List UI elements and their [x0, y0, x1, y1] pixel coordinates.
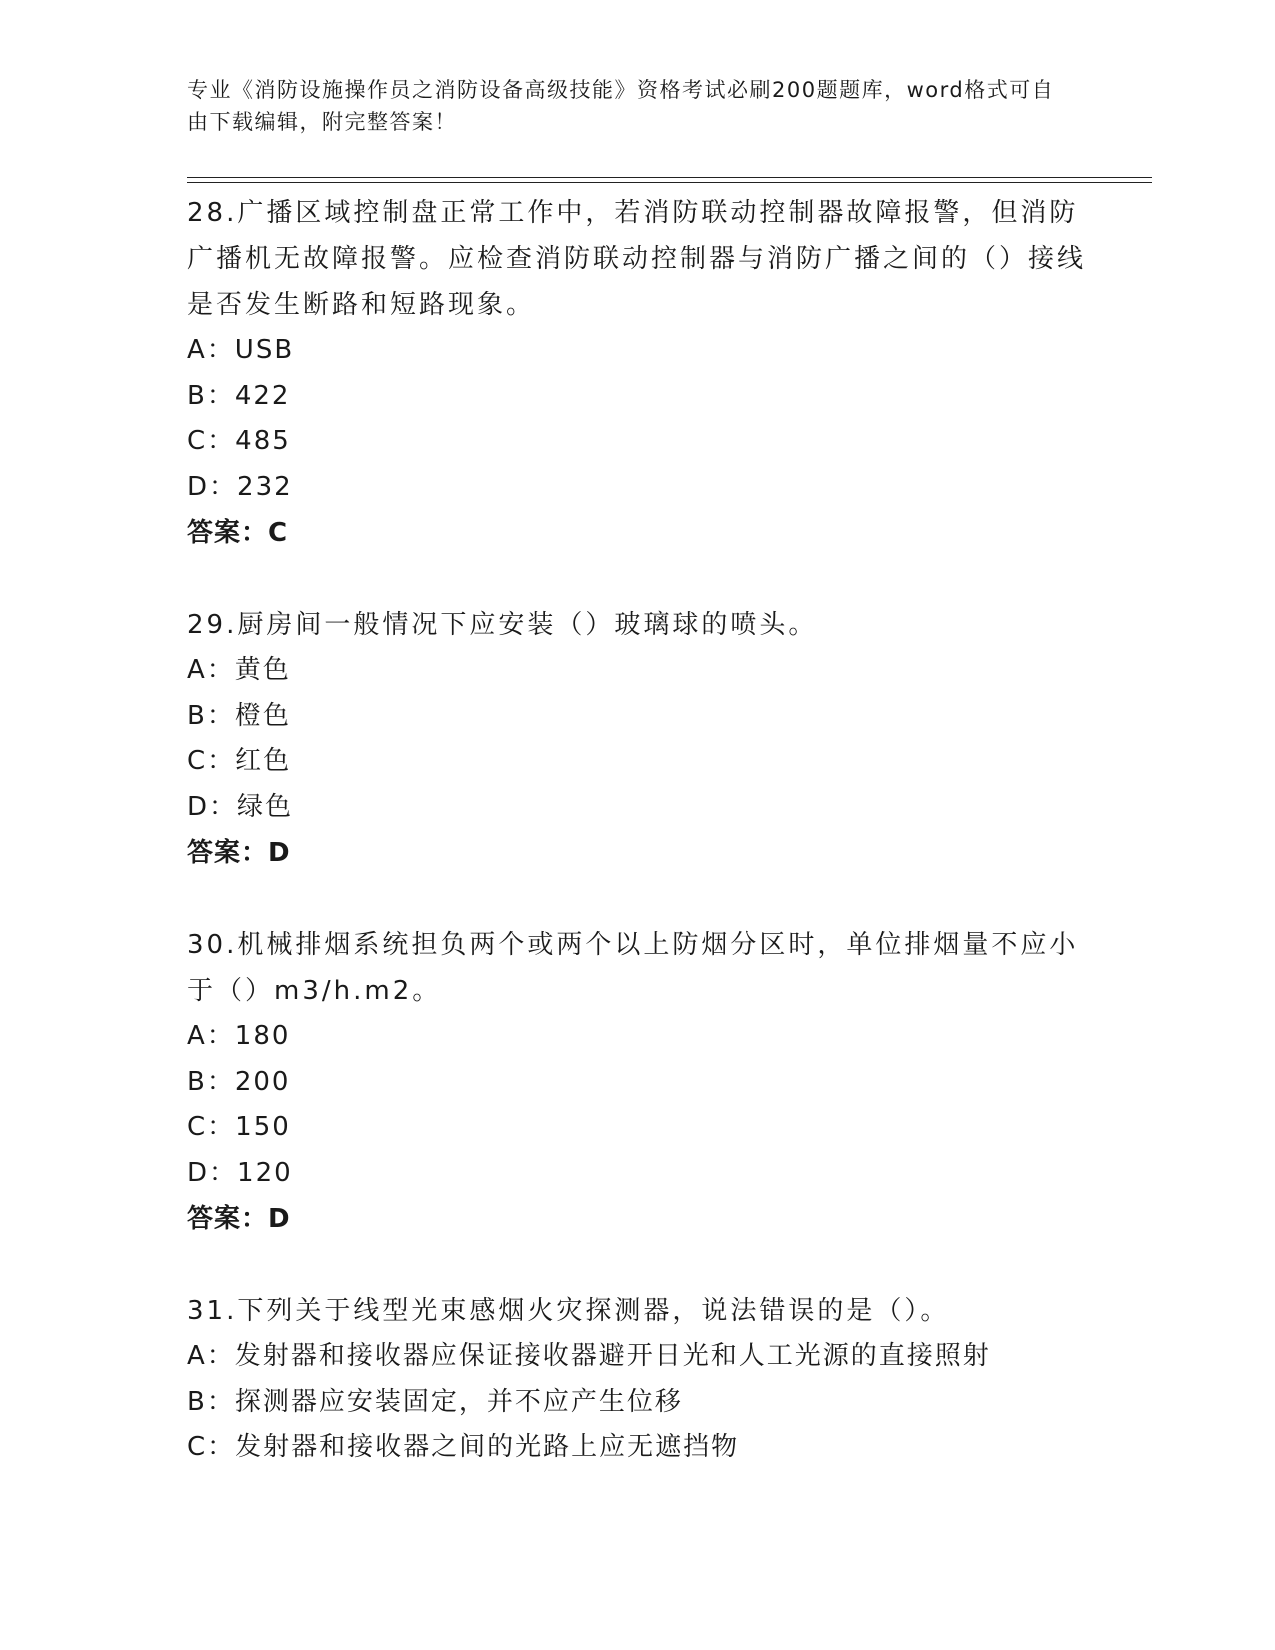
option-key: B：	[187, 700, 235, 731]
question-30	[187, 922, 1087, 1242]
option-a	[187, 648, 1087, 694]
option-key: D：	[187, 1157, 238, 1188]
option-c	[187, 1425, 1087, 1471]
option-b	[187, 694, 1087, 740]
option-key: C：	[187, 1432, 236, 1462]
option-key: D：	[187, 471, 238, 502]
option-text: 黄色	[234, 655, 291, 685]
question-stem: 30.机械排烟系统担负两个或两个以上防烟分区时，单位排烟量不应小于（）m3/h.m2。	[187, 930, 1079, 1006]
option-text: 485	[235, 426, 291, 456]
option-key: B：	[187, 1386, 235, 1417]
option-text: 发射器和接收器之间的光路上应无遮挡物	[235, 1432, 740, 1462]
option-d	[187, 785, 1087, 831]
option-text: 橙色	[234, 700, 291, 731]
header-rule-top	[187, 177, 1152, 178]
option-b	[187, 1060, 1087, 1106]
option-c	[187, 1105, 1087, 1151]
answer-line: 答案：D	[187, 1204, 291, 1234]
option-text: 232	[237, 471, 293, 502]
option-text: 绿色	[237, 791, 294, 822]
question-spacer	[187, 876, 1087, 922]
option-text: 红色	[235, 746, 292, 776]
option-d	[187, 1151, 1087, 1197]
option-a	[187, 1334, 1087, 1380]
option-text: 422	[234, 380, 291, 411]
option-text: 180	[234, 1021, 291, 1051]
option-key: C：	[187, 746, 236, 776]
option-key: A：	[187, 335, 235, 365]
option-b	[187, 1380, 1087, 1426]
option-key: D：	[187, 791, 238, 822]
option-key: C：	[187, 1112, 236, 1142]
question-spacer	[187, 556, 1087, 602]
document-header: 专业《消防设施操作员之消防设备高级技能》资格考试必刷200题题库，word格式可自由下载编辑，附完整答案！	[187, 78, 1055, 134]
answer-line: 答案：D	[187, 838, 291, 868]
question-stem: 31.下列关于线型光束感烟火灾探测器，说法错误的是（）。	[187, 1296, 950, 1326]
option-text: 200	[234, 1066, 291, 1097]
option-text: 150	[235, 1112, 291, 1142]
question-31	[187, 1288, 1087, 1471]
option-text: 发射器和接收器应保证接收器避开日光和人工光源的直接照射	[234, 1341, 991, 1371]
option-key: C：	[187, 426, 236, 456]
option-c	[187, 739, 1087, 785]
option-a	[187, 1014, 1087, 1060]
answer-line: 答案：C	[187, 518, 289, 548]
option-a	[187, 328, 1087, 374]
question-list	[187, 190, 1087, 1471]
question-spacer	[187, 1242, 1087, 1288]
option-d	[187, 465, 1087, 511]
header-rule-bottom	[187, 182, 1152, 183]
question-stem: 29.厨房间一般情况下应安装（）玻璃球的喷头。	[187, 610, 818, 640]
question-28	[187, 190, 1087, 556]
option-text: 探测器应安装固定，并不应产生位移	[234, 1386, 683, 1417]
option-key: B：	[187, 380, 235, 411]
option-text: 120	[237, 1157, 293, 1188]
question-stem: 28.广播区域控制盘正常工作中，若消防联动控制器故障报警，但消防广播机无故障报警。应检查消防联动控制器与消防广播之间的（）接线是否发生断路和短路现象。	[187, 198, 1087, 320]
option-b	[187, 374, 1087, 420]
option-c	[187, 419, 1087, 465]
option-key: A：	[187, 1021, 235, 1051]
question-29	[187, 602, 1087, 876]
option-key: B：	[187, 1066, 235, 1097]
option-text: USB	[234, 335, 295, 365]
option-key: A：	[187, 1341, 235, 1371]
option-key: A：	[187, 655, 235, 685]
